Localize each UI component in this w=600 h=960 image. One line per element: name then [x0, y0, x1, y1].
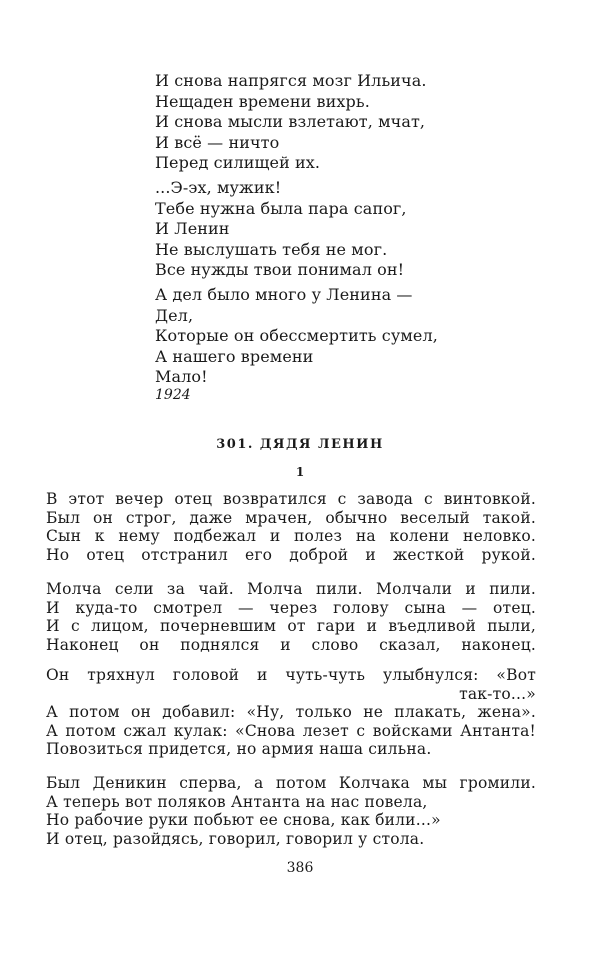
verse-line: И снова мысли взлетают, мчат, — [155, 112, 426, 131]
verse-line: ...Э-эх, мужик! — [155, 178, 282, 197]
verse-line: Которые он обессмертить сумел, — [155, 326, 438, 345]
page-number: 386 — [286, 860, 314, 876]
verse-line: Все нужды твои понимал он! — [155, 260, 405, 279]
verse-line: Мало! — [155, 367, 208, 386]
verse-line: Был он строг, даже мрачен, обычно веселый такой. — [46, 508, 536, 527]
poem1-stanza-3 — [155, 285, 535, 388]
verse-line: Он тряхнул головой и чуть-чуть улыбнулся: «Вот — [46, 666, 536, 684]
verse-line: И всё — ничто — [155, 132, 280, 152]
verse-line: А потом он добавил: «Ну, только не плакать, жена». — [46, 703, 536, 722]
verse-line: И с лицом, почерневшим от гари и въедливой пыли, — [46, 617, 536, 636]
verse-line: А нашего времени — [155, 346, 314, 366]
verse-line: И куда-то смотрел — через голову сына — отец. — [46, 598, 536, 617]
verse-line: Был Деникин сперва, а потом Колчака мы громили. — [46, 774, 536, 792]
verse-line: Нещаден времени вихрь. — [155, 91, 370, 111]
poem1-stanza-1 — [155, 71, 535, 174]
verse-line: Но отец отстранил его доброй и жесткой рукой. — [46, 545, 536, 564]
verse-line: Молча сели за чай. Молча пили. Молчали и пили. — [46, 580, 536, 598]
verse-line: В этот вечер отец возвратился с завода с винтовкой. — [46, 490, 536, 508]
verse-line: А потом сжал кулак: «Снова лезет с войсками Антанта! — [46, 721, 536, 740]
verse-line-continuation: так-то...» — [459, 684, 536, 703]
verse-line: Сын к нему подбежал и полез на колени неловко. — [46, 527, 536, 546]
poem1-stanza-2 — [155, 178, 535, 281]
verse-line: Наконец он поднялся и слово сказал, наконец. — [46, 635, 536, 654]
poem-year: 1924 — [155, 387, 191, 403]
poem2-stanza-4 — [46, 774, 536, 848]
verse-line: Дел, — [155, 305, 194, 325]
verse-line: Тебе нужна была пара сапог, — [155, 198, 407, 218]
verse-line: Перед силищей их. — [155, 153, 321, 172]
part-number: 1 — [295, 465, 305, 479]
verse-line: А теперь вот поляков Антанта на нас повела, — [46, 792, 428, 811]
verse-line: И Ленин — [155, 219, 230, 238]
verse-line: И отец, разойдясь, говорил, говорил у стола. — [46, 829, 425, 848]
poem2-stanza-3 — [46, 666, 536, 759]
verse-line: Повозиться придется, но армия наша сильна. — [46, 740, 432, 759]
poem-title: 301. ДЯДЯ ЛЕНИН — [216, 437, 384, 452]
verse-line: Но рабочие руки побьют ее снова, как били...» — [46, 811, 441, 830]
poem2-stanza-1 — [46, 490, 536, 564]
verse-line: А дел было много у Ленина — — [155, 285, 413, 304]
verse-line: И снова напрягся мозг Ильича. — [155, 71, 427, 90]
verse-line: Не выслушать тебя не мог. — [155, 239, 388, 259]
poem2-stanza-2 — [46, 580, 536, 654]
